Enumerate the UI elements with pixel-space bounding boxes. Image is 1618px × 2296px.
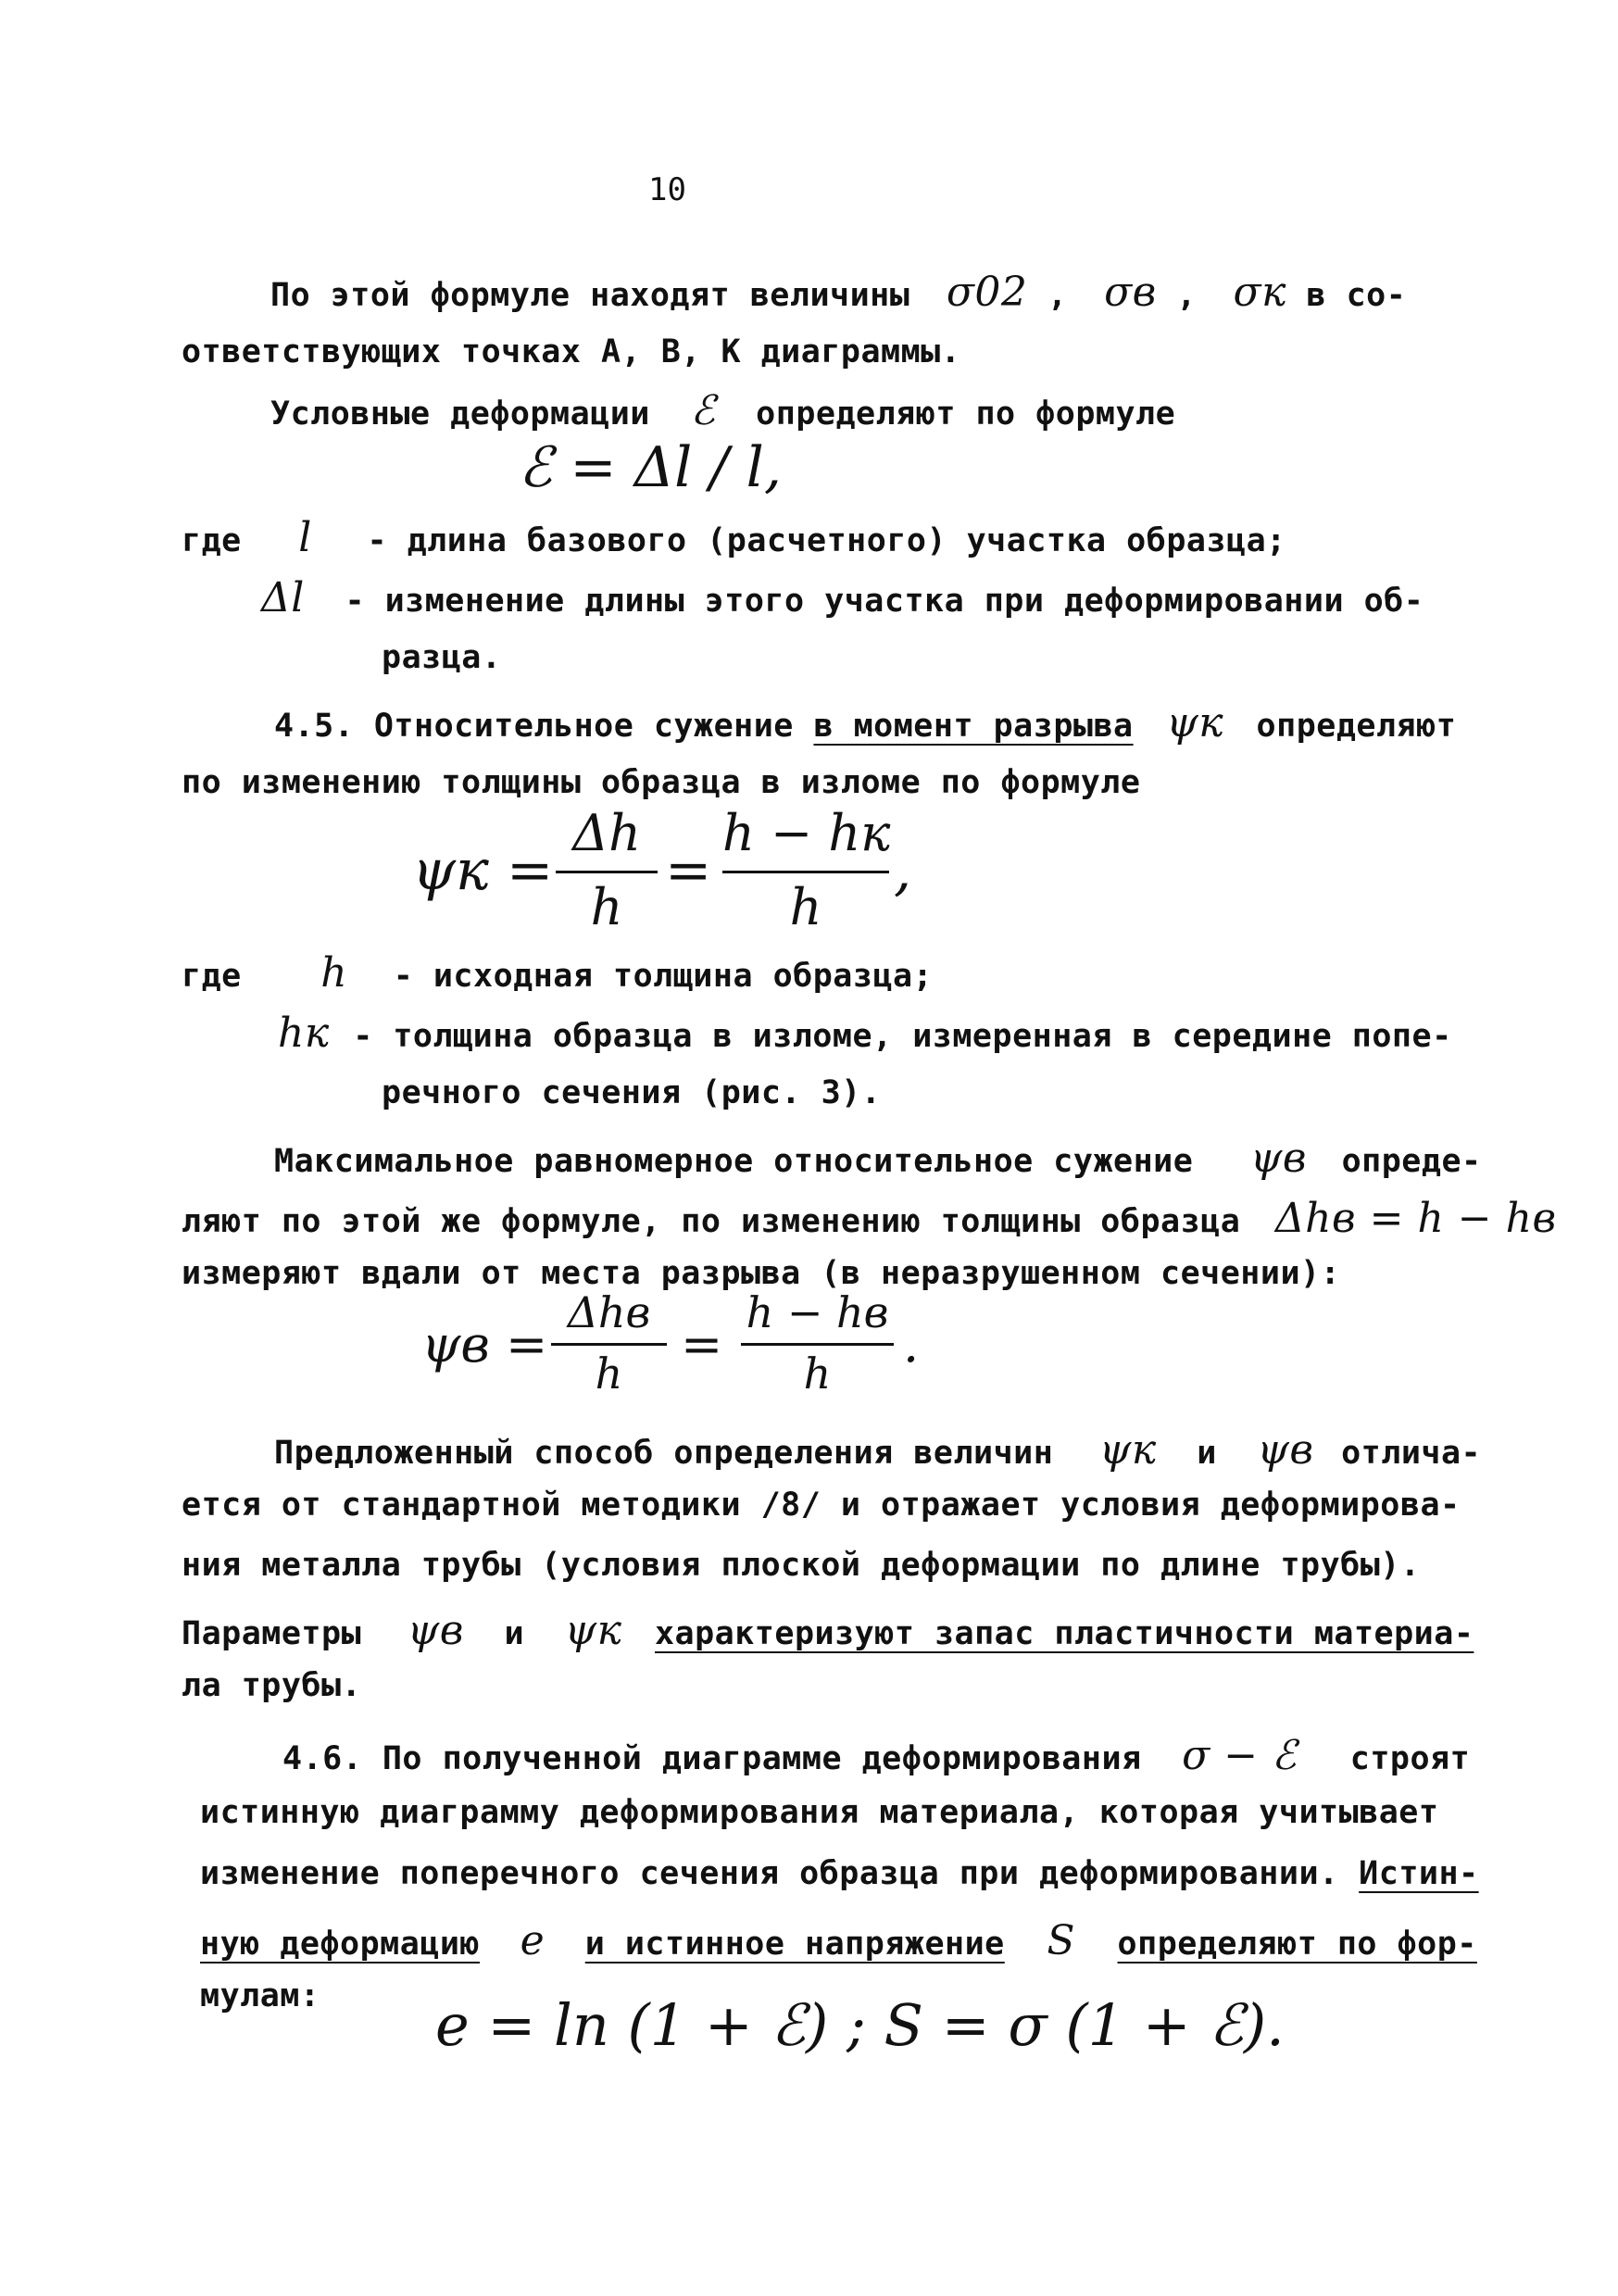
psib-symbol: ψв (1249, 1135, 1308, 1182)
delta-hb-expression: Δhв = h − hв (1274, 1195, 1557, 1242)
text-line: ла трубы. (182, 1667, 362, 1704)
text-span: По этой формуле находят величины (270, 277, 910, 314)
text-span: строят (1349, 1740, 1471, 1777)
text-span: ляют по этой же формуле, по изменению толщины образца (182, 1203, 1241, 1240)
text-line (270, 269, 1406, 316)
e-symbol: e (520, 1917, 546, 1964)
text-span: - длина базового (расчетного) участка образца; (367, 522, 1286, 559)
formula-true-strain-stress: e = ln (1 + ℰ) ; S = σ (1 + ℰ). (435, 1991, 1285, 2059)
text-span: - исходная толщина образца; (393, 958, 934, 995)
text-line (200, 1917, 1477, 1964)
fraction-bar (556, 871, 658, 873)
text-line (182, 949, 933, 997)
text-span: определяют по формуле (756, 395, 1176, 433)
text-span: Максимальное равномерное относительное сужение (274, 1143, 1194, 1180)
epsilon-symbol: ℰ (690, 387, 716, 434)
formula-lhs: ψв = (421, 1315, 548, 1374)
text-span: и (1197, 1435, 1217, 1472)
text-line: речного сечения (рис. 3). (382, 1074, 882, 1111)
text-span: Параметры (182, 1615, 362, 1652)
psib-symbol: ψв (1257, 1426, 1314, 1474)
fraction-denominator: h (595, 1349, 623, 1399)
comma: , (1047, 277, 1068, 314)
equals-sign: = (681, 1315, 723, 1374)
text-span: отлича- (1341, 1435, 1482, 1472)
psik-symbol: ψк (1166, 699, 1223, 747)
text-line (278, 1010, 1452, 1057)
text-line (261, 574, 1424, 621)
fraction-denominator: h (803, 1349, 832, 1399)
text-span: изменение поперечного сечения образца при деформировании. (200, 1855, 1339, 1892)
text-line: истинную диаграмму деформирования материала, которая учитывает (200, 1794, 1439, 1831)
text-span: определяют (1256, 708, 1457, 745)
text-line (182, 514, 1286, 561)
text-span: - толщина образца в изломе, измеренная в середине попе- (353, 1018, 1452, 1055)
text-line (182, 1195, 1557, 1242)
hk-symbol: hк (278, 1010, 330, 1057)
text-line: ния металла трубы (условия плоской деформации по длине трубы). (182, 1547, 1421, 1584)
punctuation: . (903, 1315, 920, 1374)
text-span: опреде- (1341, 1143, 1482, 1180)
text-line (274, 1426, 1481, 1474)
text-span: 4.5. Относительное сужение (274, 708, 794, 745)
underlined-text: Истин- (1359, 1855, 1479, 1892)
text-span: Условные деформации (270, 395, 650, 433)
sigmak-symbol: σк (1233, 269, 1286, 316)
h-symbol: h (320, 949, 348, 997)
fraction-denominator: h (590, 878, 623, 936)
text-line: измеряют вдали от места разрыва (в неразрушенном сечении): (182, 1255, 1341, 1292)
text-span: Предложенный способ определения величин (274, 1435, 1054, 1472)
underlined-text: в момент разрыва (813, 708, 1134, 745)
underlined-text: характеризуют запас пластичности материа- (654, 1615, 1474, 1652)
fraction-bar (551, 1343, 667, 1346)
psib-symbol: ψв (407, 1607, 464, 1654)
formula-epsilon: ℰ = Δl / l, (519, 435, 782, 500)
sigma02-symbol: σ02 (946, 269, 1028, 316)
text-line (270, 387, 1175, 434)
text-line: ется от стандартной методики /8/ и отражает условия деформирова- (182, 1487, 1461, 1524)
fraction-bar (741, 1343, 894, 1346)
fraction-numerator: Δhв (567, 1287, 651, 1337)
text-span: и (504, 1615, 525, 1652)
text-span: где (182, 522, 242, 559)
fraction-bar (722, 871, 889, 873)
text-span: в со- (1306, 277, 1407, 314)
text-line (200, 1855, 1479, 1892)
underlined-text: определяют по фор- (1117, 1926, 1477, 1963)
text-line (274, 699, 1456, 747)
text-line (274, 1135, 1482, 1182)
fraction-numerator: Δh (572, 804, 641, 862)
text-line (182, 1607, 1474, 1654)
text-line: по изменению толщины образца в изломе по формуле (182, 764, 1141, 801)
text-span: 4.6. По полученной диаграмме деформирования (282, 1740, 1142, 1777)
fraction-denominator: h (789, 878, 822, 936)
fraction-numerator: h − hк (722, 804, 891, 862)
text-line: ответствующих точках А, В, К диаграммы. (182, 333, 961, 370)
fraction-numerator: h − hв (746, 1287, 889, 1337)
text-span: - изменение длины этого участка при деформировании об- (345, 583, 1424, 620)
sigmab-symbol: σв (1104, 269, 1157, 316)
text-line (282, 1732, 1470, 1779)
formula-lhs: ψк = (412, 838, 554, 903)
text-span: где (182, 958, 242, 995)
comma: , (1176, 277, 1197, 314)
underlined-text: и истинное напряжение (584, 1926, 1005, 1963)
text-line: разца. (382, 639, 502, 676)
punctuation: , (894, 838, 912, 903)
equals-sign: = (665, 838, 712, 903)
s-symbol: S (1047, 1917, 1075, 1964)
psik-symbol: ψк (1098, 1426, 1157, 1474)
underlined-text: ную деформацию (200, 1926, 481, 1963)
psik-symbol: ψк (564, 1607, 622, 1654)
delta-l-symbol: Δl (261, 574, 305, 621)
sigma-epsilon-symbol: σ − ℰ (1182, 1732, 1298, 1779)
text-line: мулам: (200, 1977, 320, 2014)
page-number: 10 (648, 171, 686, 208)
l-symbol: l (298, 514, 312, 561)
